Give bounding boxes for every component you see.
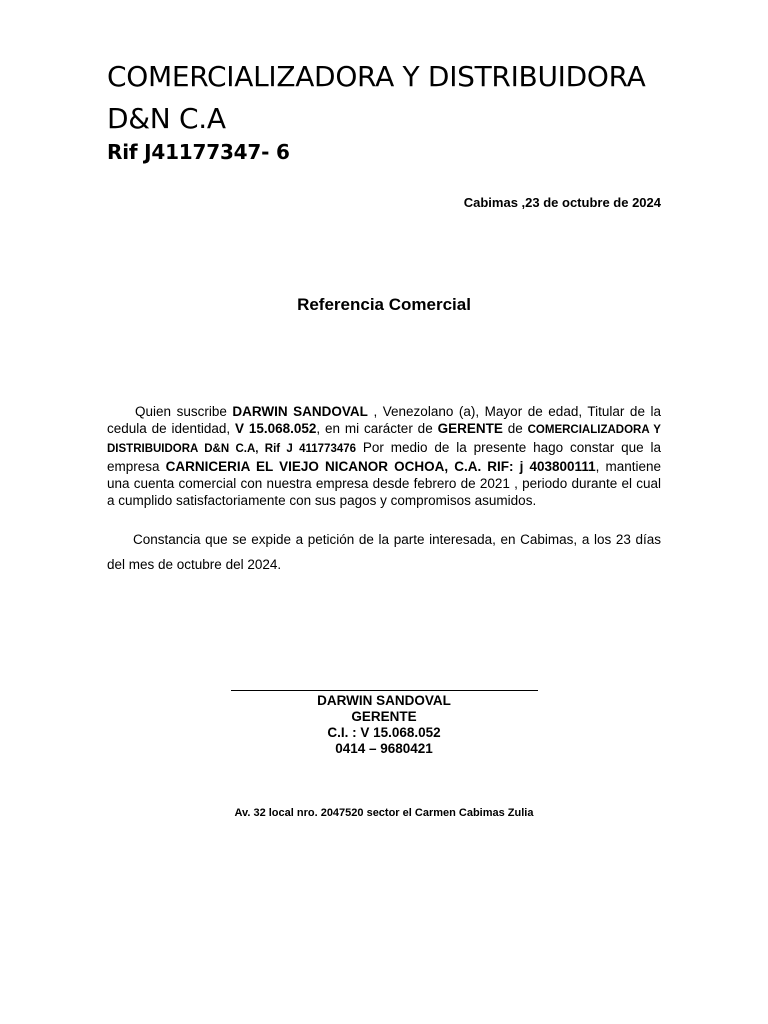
text-segment: de: [502, 421, 528, 436]
document-date: Cabimas ,23 de octubre de 2024: [463, 195, 661, 210]
company-rif: Rif J41177347- 6: [107, 140, 290, 164]
signature-ci: C.I. : V 15.068.052: [327, 725, 441, 740]
signer-ci: V 15.068.052: [234, 421, 317, 436]
signer-name: DARWIN SANDOVAL: [232, 404, 368, 419]
reference-paragraph: [107, 403, 661, 509]
company-name: COMERCIALIZADORA Y DISTRIBUIDORA D&N C.A: [107, 60, 646, 135]
text-segment: Quien suscribe: [135, 404, 233, 419]
document-title: Referencia Comercial: [297, 295, 471, 314]
signature-name: DARWIN SANDOVAL: [317, 693, 451, 708]
footer-address: Av. 32 local nro. 2047520 sector el Carmen Cabimas Zulia: [234, 807, 534, 819]
signature-line: [231, 690, 538, 691]
closing-text: Constancia que se expide a petición de la parte interesada, en Cabimas, a los 23 días del mes de octubre del 2024.: [107, 532, 661, 572]
text-segment: , en mi carácter de: [316, 421, 438, 436]
signature-block: [0, 693, 768, 757]
signature-role: GERENTE: [351, 709, 417, 724]
text-segment: , Venezolano (a), Mayor de edad, Titular de la cedula de identidad,: [107, 404, 662, 436]
text-segment: Por medio de la presente hago constar que la empresa: [107, 440, 661, 474]
client-company: CARNICERIA EL VIEJO NICANOR OCHOA, C.A. RIF: j 403800111: [165, 459, 596, 474]
closing-paragraph: [107, 527, 661, 577]
signature-phone: 0414 – 9680421: [335, 741, 433, 756]
issuing-company: COMERCIALIZADORA Y DISTRIBUIDORA D&N C.A, Rif J 411773476: [107, 424, 661, 455]
text-segment: , mantiene una cuenta comercial con nuestra empresa desde febrero de 2021 , periodo durante el cual a cumplido satisfactoriamente con sus pagos y compromisos asumidos.: [107, 459, 662, 508]
signer-role: GERENTE: [437, 421, 503, 436]
